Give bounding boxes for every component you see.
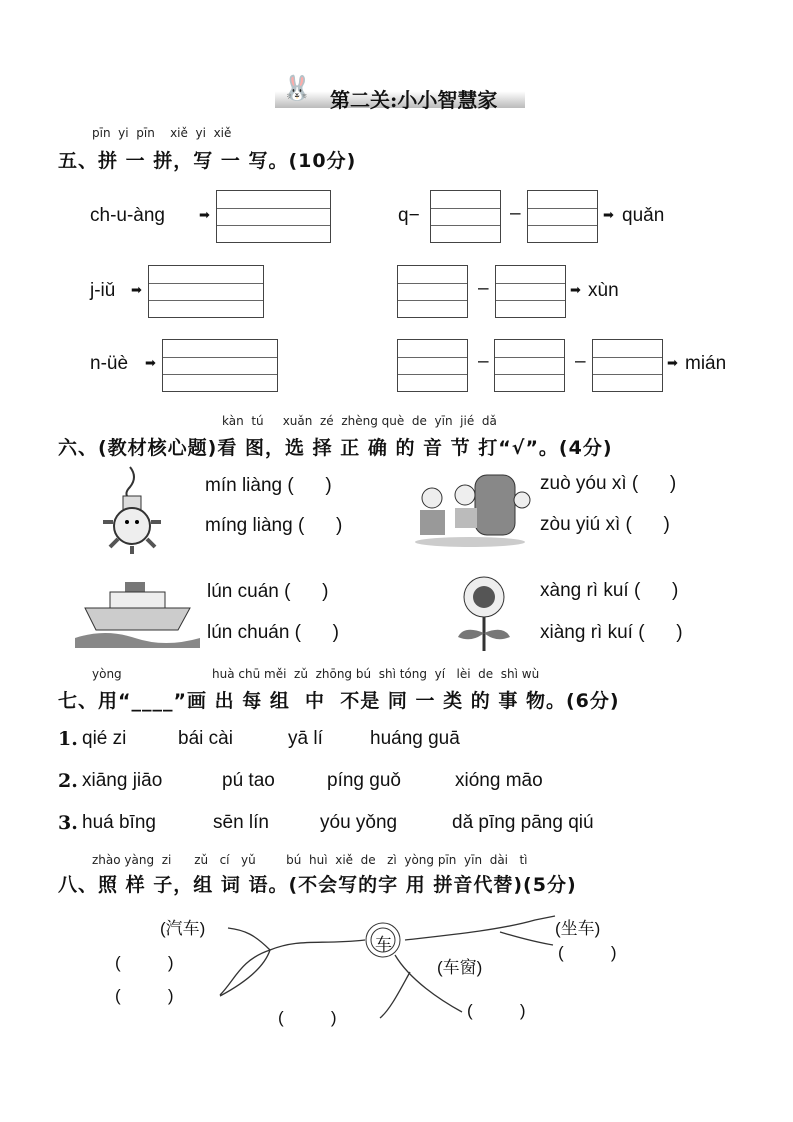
writing-box[interactable] xyxy=(527,190,598,243)
answer-blank[interactable]: ( ) xyxy=(115,986,174,1005)
prompt-nue: n-üè xyxy=(90,353,129,374)
writing-box[interactable] xyxy=(148,265,264,318)
arrow-icon: ➡ xyxy=(603,208,614,223)
dash: – xyxy=(510,203,521,224)
children-playing-image xyxy=(410,470,535,548)
example-chechuang: (车窗) xyxy=(437,958,483,977)
s6-heading: 六、(教材核心题)看 图，选 择 正 确 的 音 节 打“√”。(4分) xyxy=(58,437,613,459)
row-number: 3. xyxy=(58,812,78,834)
arrow-icon: ➡ xyxy=(145,356,156,371)
writing-box[interactable] xyxy=(430,190,501,243)
result-mian: mián xyxy=(685,353,727,374)
ship-image xyxy=(75,580,200,652)
light-bulb-image xyxy=(95,462,175,557)
writing-box[interactable] xyxy=(494,339,565,392)
answer-blank[interactable]: ( ) xyxy=(278,1008,337,1027)
word[interactable]: píng guǒ xyxy=(327,770,401,791)
option-xang-ri-kui[interactable]: xàng rì kuí ( ) xyxy=(540,580,679,601)
s8-heading: 八、照 样 子，组 词 语。(不会写的字 用 拼音代替)(5分) xyxy=(58,874,577,896)
s5-heading: 五、拼 一 拼，写 一 写。(10分) xyxy=(58,150,357,172)
word[interactable]: pú tao xyxy=(222,770,275,791)
answer-blank[interactable]: ( ) xyxy=(558,943,617,962)
s7-heading: 七、用“____”画 出 每 组 中 不是 同 一 类 的 事 物。(6分) xyxy=(58,690,620,712)
writing-box[interactable] xyxy=(592,339,663,392)
arrow-icon: ➡ xyxy=(570,283,581,298)
option-zuo-you-xi[interactable]: zuò yóu xì ( ) xyxy=(540,473,677,494)
answer-blank[interactable]: ( ) xyxy=(467,1001,526,1020)
s7-pinyin-a: yòng xyxy=(92,667,122,681)
writing-box[interactable] xyxy=(397,339,468,392)
result-quan: quǎn xyxy=(622,205,665,226)
s5-pinyin: pīn yi pīn xiě yi xiě xyxy=(92,126,232,140)
option-min-liang[interactable]: mín liàng ( ) xyxy=(205,475,332,496)
word[interactable]: huá bīng xyxy=(82,812,156,833)
word[interactable]: xióng māo xyxy=(455,770,543,791)
prompt-q: q− xyxy=(398,205,420,226)
dash: – xyxy=(575,351,586,372)
answer-blank[interactable]: ( ) xyxy=(115,953,174,972)
word[interactable]: dǎ pīng pāng qiú xyxy=(452,812,594,833)
row-number: 2. xyxy=(58,770,78,792)
s6-pinyin: kàn tú xuǎn zé zhèng què de yīn jié dǎ xyxy=(222,414,497,428)
word[interactable]: yā lí xyxy=(288,728,323,749)
writing-box[interactable] xyxy=(216,190,331,243)
result-xun: xùn xyxy=(588,280,619,301)
option-lun-chuan[interactable]: lún chuán ( ) xyxy=(207,622,340,643)
word[interactable]: xiāng jiāo xyxy=(82,770,163,791)
arrow-icon: ➡ xyxy=(667,356,678,371)
sunflower-image xyxy=(450,573,518,653)
writing-box[interactable] xyxy=(162,339,278,392)
s8-pinyin: zhào yàng zi zǔ cí yǔ bú huì xiě de zì yòng pīn yīn dài tì xyxy=(92,853,528,867)
word[interactable]: huáng guā xyxy=(370,728,460,749)
center-character: 车 xyxy=(375,935,392,955)
dash: – xyxy=(478,278,489,299)
option-zou-yiu-xi[interactable]: zòu yiú xì ( ) xyxy=(540,514,670,535)
arrow-icon: ➡ xyxy=(199,208,210,223)
rabbit-reading-icon: 🐰 xyxy=(282,74,312,102)
arrow-icon: ➡ xyxy=(131,283,142,298)
example-qiche: (汽车) xyxy=(160,919,206,938)
prompt-chuang: ch-u-àng xyxy=(90,205,165,226)
row-number: 1. xyxy=(58,728,78,750)
option-lun-cuan[interactable]: lún cuán ( ) xyxy=(207,581,329,602)
banner-title: 第二关:小小智慧家 xyxy=(330,88,498,112)
s7-pinyin-b: huà chū měi zǔ zhōng bú shì tóng yí lèi de shì wù xyxy=(212,667,540,681)
word[interactable]: bái cài xyxy=(178,728,233,749)
writing-box[interactable] xyxy=(397,265,468,318)
prompt-jiu: j-iǔ xyxy=(90,280,116,301)
example-zuoche: (坐车) xyxy=(555,919,601,938)
dash: – xyxy=(478,351,489,372)
option-ming-liang[interactable]: míng liàng ( ) xyxy=(205,515,343,536)
writing-box[interactable] xyxy=(495,265,566,318)
word[interactable]: yóu yǒng xyxy=(320,812,398,833)
word[interactable]: sēn lín xyxy=(213,812,269,833)
word[interactable]: qié zi xyxy=(82,728,127,749)
option-xiang-ri-kui[interactable]: xiàng rì kuí ( ) xyxy=(540,622,683,643)
